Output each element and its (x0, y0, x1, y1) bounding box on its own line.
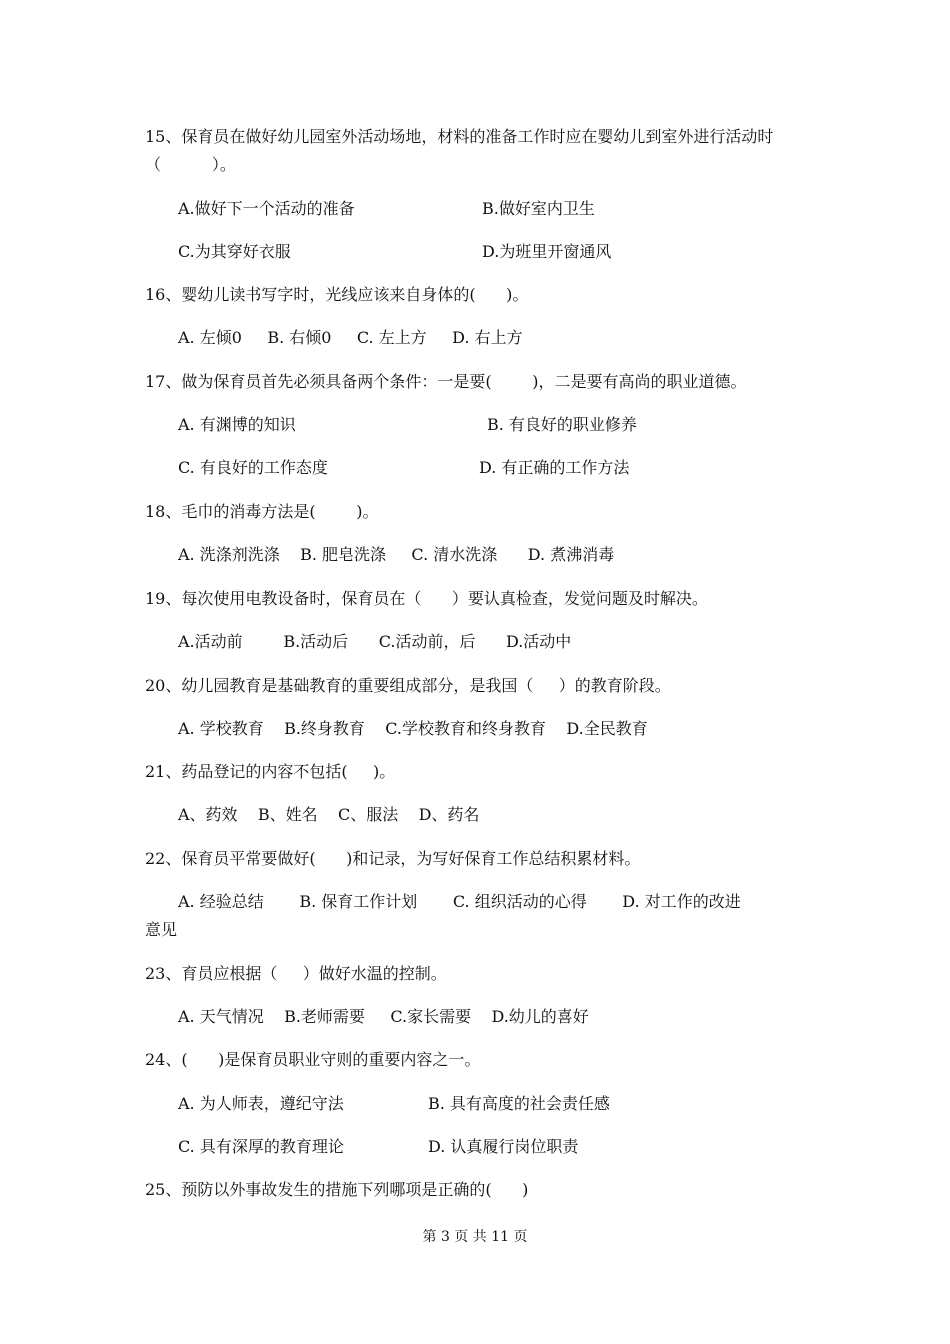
question-24-option-c: C. 具有深厚的教育理论 (178, 1137, 344, 1156)
question-25-stem: 25、预防以外事故发生的措施下列哪项是正确的( ) (145, 1180, 529, 1199)
question-21-options: A、药效 B、姓名 C、服法 D、药名 (178, 805, 480, 824)
question-23-stem: 23、育员应根据（ ）做好水温的控制。 (145, 964, 447, 983)
question-20-stem: 20、幼儿园教育是基础教育的重要组成部分，是我国（ ）的教育阶段。 (145, 676, 671, 695)
question-15-option-a: A.做好下一个活动的准备 (178, 199, 355, 218)
page-number-footer: 第 3 页 共 11 页 (422, 1229, 528, 1245)
question-23-options: A. 天气情况 B.老师需要 C.家长需要 D.幼儿的喜好 (178, 1007, 589, 1026)
question-24-option-a: A. 为人师表，遵纪守法 (178, 1094, 344, 1113)
question-21-stem: 21、药品登记的内容不包括( )。 (145, 762, 396, 781)
question-19-stem: 19、每次使用电教设备时，保育员在（ ）要认真检查，发觉问题及时解决。 (145, 589, 708, 608)
question-15-option-c: C.为其穿好衣服 (178, 242, 291, 261)
question-15-option-b: B.做好室内卫生 (482, 199, 595, 218)
question-17-option-c: C. 有良好的工作态度 (178, 458, 328, 477)
question-20-options: A. 学校教育 B.终身教育 C.学校教育和终身教育 D.全民教育 (178, 719, 648, 738)
question-15-stem-continuation: （ ）。 (145, 155, 236, 174)
question-18-options: A. 洗涤剂洗涤 B. 肥皂洗涤 C. 清水洗涤 D. 煮沸消毒 (178, 545, 615, 564)
question-19-options: A.活动前 B.活动后 C.活动前，后 D.活动中 (178, 632, 572, 651)
question-15-stem: 15、保育员在做好幼儿园室外活动场地，材料的准备工作时应在婴幼儿到室外进行活动时 (145, 127, 774, 146)
question-16-options: A. 左倾0 B. 右倾0 C. 左上方 D. 右上方 (178, 328, 523, 347)
question-17-option-a: A. 有渊博的知识 (178, 415, 296, 434)
question-22-stem: 22、保育员平常要做好( )和记录，为写好保育工作总结积累材料。 (145, 849, 641, 868)
question-17-option-d: D. 有正确的工作方法 (479, 458, 630, 477)
question-17-stem: 17、做为保育员首先必须具备两个条件：一是要( )，二是要有高尚的职业道德。 (145, 372, 747, 391)
question-22-options: A. 经验总结 B. 保育工作计划 C. 组织活动的心得 D. 对工作的改进 (178, 892, 741, 911)
question-24-option-b: B. 具有高度的社会责任感 (428, 1094, 610, 1113)
question-17-option-b: B. 有良好的职业修养 (487, 415, 637, 434)
question-24-option-d: D. 认真履行岗位职责 (428, 1137, 579, 1156)
question-15-option-d: D.为班里开窗通风 (482, 242, 612, 261)
question-24-stem: 24、( )是保育员职业守则的重要内容之一。 (145, 1050, 481, 1069)
question-22-options-continuation: 意见 (145, 920, 178, 939)
question-18-stem: 18、毛巾的消毒方法是( )。 (145, 502, 379, 521)
question-16-stem: 16、婴幼儿读书写字时，光线应该来自身体的( )。 (145, 285, 529, 304)
